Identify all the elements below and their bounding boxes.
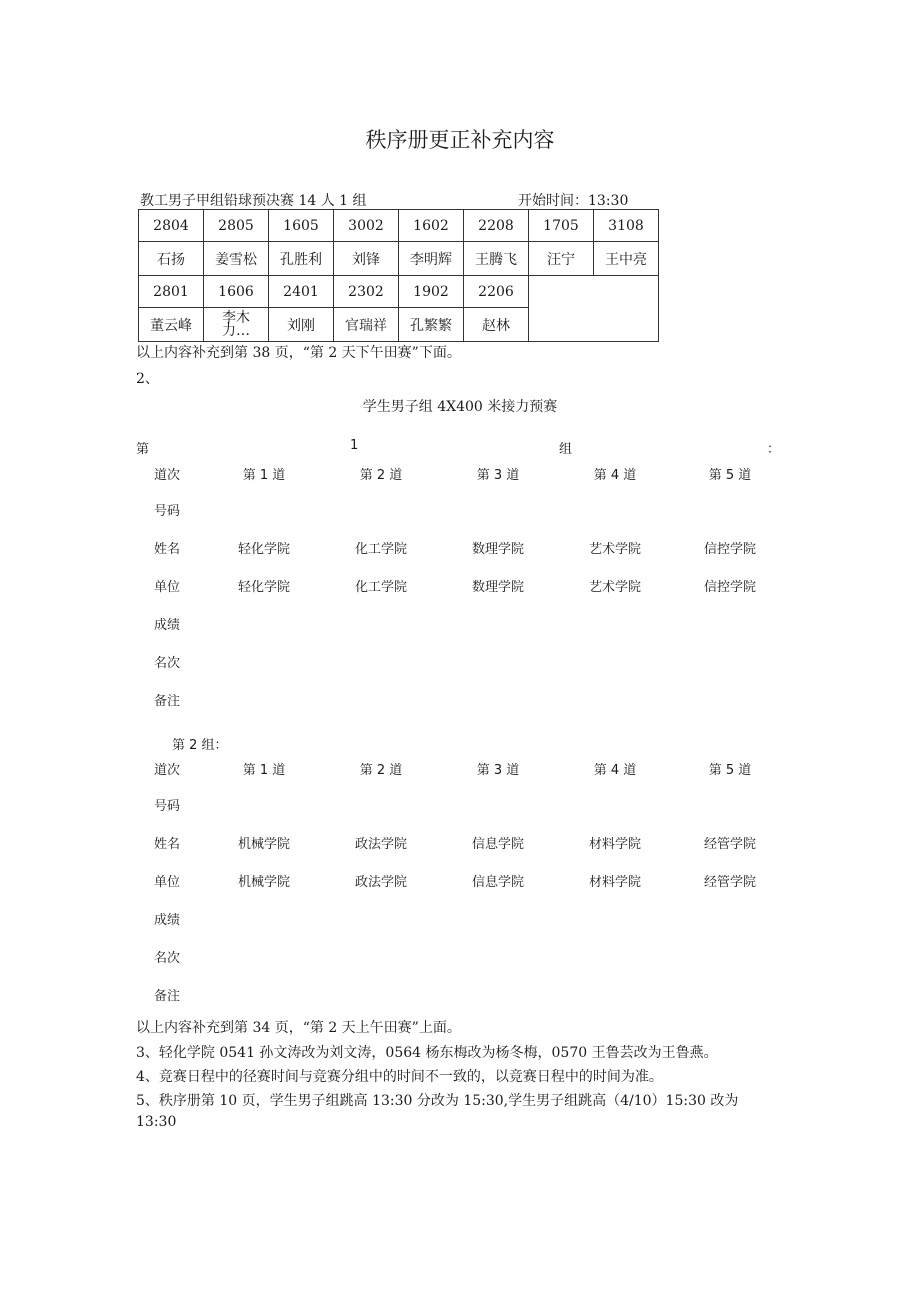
bib-number: 2302 [334,276,399,308]
row-label-result: 成绩 [154,913,181,928]
team-name: 化工学院 [354,542,408,557]
athlete-name: 刘锋 [334,242,399,276]
row-label-remarks: 备注 [154,989,181,1004]
group2-header: 第 2 组： [172,738,228,753]
team-name: 数理学院 [471,542,525,557]
athlete-name: 姜雪松 [204,242,269,276]
row-label-name: 姓名 [154,837,181,852]
team-unit: 政法学院 [354,875,408,890]
team-unit: 数理学院 [471,580,525,595]
row-label-rank: 名次 [154,951,181,966]
lane-header: 第 1 道 [242,763,286,778]
team-unit: 轻化学院 [237,580,291,595]
group1-header-number: 1 [350,438,359,453]
lane-header: 第 1 道 [242,468,286,483]
row-label-unit: 单位 [154,580,181,595]
row-label-lane: 道次 [154,468,181,483]
athlete-name: 刘刚 [269,308,334,342]
shotput-roster-table [138,209,659,342]
bib-number: 1705 [529,210,594,242]
bib-number: 3108 [594,210,659,242]
row-label-unit: 单位 [154,875,181,890]
row-label-remarks: 备注 [154,694,181,709]
correction-item-5-continued: 13:30 [136,1114,177,1130]
correction-item-5: 5、秩序册第 10 页，学生男子组跳高 13:30 分改为 15:30,学生男子组跳高（4/10）15:30 改为 [136,1093,739,1109]
shotput-start-time: 开始时间：13:30 [518,193,629,209]
bib-number: 2804 [139,210,204,242]
group1-header-colon: ： [767,442,781,457]
team-unit: 机械学院 [237,875,291,890]
lane-header: 第 2 道 [359,763,403,778]
correction-item-4: 4、竞赛日程中的径赛时间与竞赛分组中的时间不一致的，以竞赛日程中的时间为准。 [136,1069,663,1085]
row-label-lane: 道次 [154,763,181,778]
team-unit: 化工学院 [354,580,408,595]
page-title: 秩序册更正补充内容 [365,128,555,152]
lane-header: 第 3 道 [476,763,520,778]
team-name: 政法学院 [354,837,408,852]
shotput-event-title: 教工男子甲组铅球预决赛 14 人 1 组 [140,193,367,209]
lane-header: 第 5 道 [708,468,752,483]
team-unit: 材料学院 [588,875,642,890]
lane-header: 第 5 道 [708,763,752,778]
bib-number: 2206 [464,276,529,308]
row-label-result: 成绩 [154,618,181,633]
lane-header: 第 4 道 [593,468,637,483]
team-name: 轻化学院 [237,542,291,557]
relay-title: 学生男子组 4X400 米接力预赛 [362,399,558,415]
team-name: 材料学院 [588,837,642,852]
row-label-rank: 名次 [154,656,181,671]
athlete-name: 王腾飞 [464,242,529,276]
athlete-name: 官瑞祥 [334,308,399,342]
supplement-note-1: 以上内容补充到第 38 页，“第 2 天下午田赛”下面。 [136,345,461,361]
row-label-number: 号码 [154,504,181,519]
correction-item-3: 3、轻化学院 0541 孙文涛改为刘文涛，0564 杨东梅改为杨冬梅，0570 王鲁芸改为王鲁燕。 [136,1045,718,1061]
lane-header: 第 2 道 [359,468,403,483]
team-name: 机械学院 [237,837,291,852]
bib-number: 2401 [269,276,334,308]
bib-number: 1606 [204,276,269,308]
empty-cell [529,276,659,342]
athlete-name: 李明辉 [399,242,464,276]
team-unit: 信控学院 [703,580,757,595]
team-unit: 艺术学院 [588,580,642,595]
athlete-name: 董云峰 [139,308,204,342]
team-unit: 信息学院 [471,875,525,890]
team-name: 信控学院 [703,542,757,557]
bib-number: 1605 [269,210,334,242]
athlete-name: 李木 力… [204,308,269,342]
athlete-name: 王中亮 [594,242,659,276]
team-name: 信息学院 [471,837,525,852]
bib-number: 2208 [464,210,529,242]
bib-number: 2801 [139,276,204,308]
athlete-name: 石扬 [139,242,204,276]
lane-header: 第 3 道 [476,468,520,483]
group1-header-di: 第 [136,442,150,457]
item-2-label: 2、 [136,371,159,387]
row-label-number: 号码 [154,799,181,814]
bib-number: 1602 [399,210,464,242]
bib-number: 3002 [334,210,399,242]
bib-number: 2805 [204,210,269,242]
team-name: 艺术学院 [588,542,642,557]
team-unit: 经管学院 [703,875,757,890]
athlete-name: 汪宁 [529,242,594,276]
athlete-name: 孔繁繁 [399,308,464,342]
team-name: 经管学院 [703,837,757,852]
row-label-name: 姓名 [154,542,181,557]
supplement-note-2: 以上内容补充到第 34 页，“第 2 天上午田赛”上面。 [136,1020,461,1036]
athlete-name: 孔胜利 [269,242,334,276]
lane-header: 第 4 道 [593,763,637,778]
group1-header-zu: 组 [559,442,573,457]
bib-number: 1902 [399,276,464,308]
athlete-name: 赵林 [464,308,529,342]
